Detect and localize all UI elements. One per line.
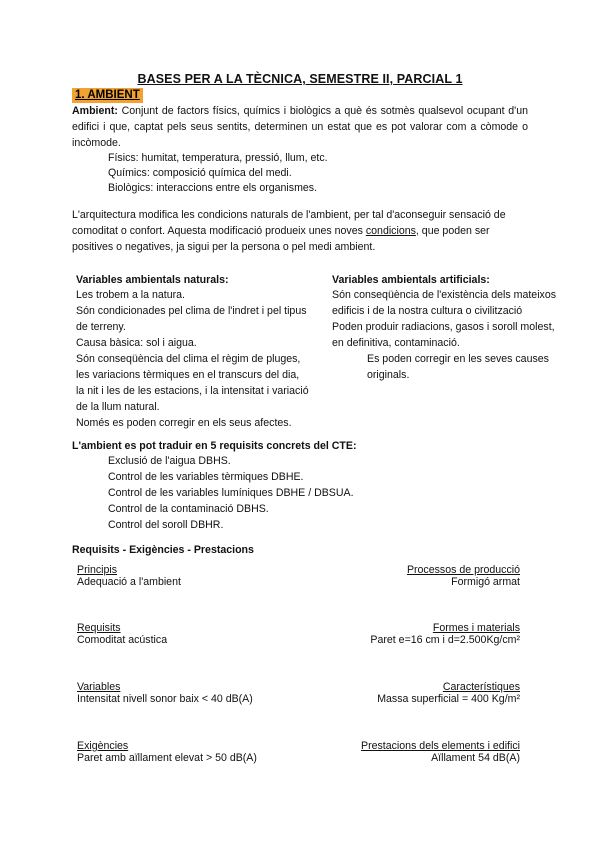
row-right-label: Formes i materials [432, 622, 520, 634]
requisits-heading: Requisits - Exigències - Prestacions [72, 544, 254, 556]
natural-line: Només es poden corregir en els seus afectes. [76, 417, 292, 429]
paragraph-text: , que poden ser [415, 225, 490, 237]
row-left-value: Comoditat acústica [77, 634, 168, 646]
row-left-value: Paret amb aïllament elevat > 50 dB(A) [77, 752, 257, 764]
cte-item: Control de la contaminació DBHS. [108, 503, 269, 515]
row-left-value: Adequació a l'ambient [77, 576, 181, 588]
artificial-variables-list [332, 287, 577, 383]
artificial-indented-line: originals. [367, 369, 410, 381]
natural-line: Causa bàsica: sol i aigua. [76, 337, 197, 349]
row-right-value: Massa superficial = 400 Kg/m² [377, 693, 520, 705]
cte-list [108, 453, 354, 533]
natural-line: Són conseqüència del clima el règim de pluges, [76, 353, 301, 365]
paragraph-line [72, 223, 528, 239]
condicions-link: condicions [365, 225, 416, 237]
cte-item: Exclusió de l'aigua DBHS. [108, 455, 231, 467]
factor-item: Biològics: interaccions entre els organismes. [108, 182, 318, 194]
natural-variables-heading: Variables ambientals naturals: [76, 274, 229, 286]
paragraph-text: comoditat o confort. Aquesta modificació produeix unes noves [72, 225, 366, 237]
natural-line: de la llum natural. [76, 401, 160, 413]
natural-variables-list [76, 287, 322, 431]
natural-line: de terreny. [76, 321, 126, 333]
cte-heading: L'ambient es pot traduir en 5 requisits concrets del CTE: [72, 440, 357, 452]
cte-item: Control del soroll DBHR. [108, 519, 224, 531]
ambient-definition-text: Conjunt de factors físics, químics i biològics a què és sotmès qualsevol ocupant d'un edifici i que, captat pels seus sentits, determinen un estat que es pot valorar com a còmode o incòmode. [72, 105, 528, 149]
artificial-line: Poden produir radiacions, gasos i soroll molest, [332, 321, 555, 333]
architecture-paragraph [72, 207, 528, 255]
document-title: BASES PER A LA TÈCNICA, SEMESTRE II, PARCIAL 1 [137, 72, 463, 86]
artificial-line: Són conseqüència de l'existència dels mateixos [332, 289, 557, 301]
row-left-value: Intensitat nivell sonor baix < 40 dB(A) [77, 693, 253, 705]
natural-line: Són condicionades pel clima de l'indret i pel tipus [76, 305, 307, 317]
row-right-value: Paret e=16 cm i d=2.500Kg/cm² [370, 634, 520, 646]
row-right-value: Formigó armat [451, 576, 520, 588]
row-left-label: Principis [77, 564, 118, 576]
artificial-line: edificis i de la nostra cultura o civilització [332, 305, 523, 317]
cte-item: Control de les variables lumíniques DBHE / DBSUA. [108, 487, 354, 499]
natural-line: la nit i les de les estacions, i la intensitat i variació [76, 385, 309, 397]
natural-line: les variacions tèrmiques en el transcurs del dia, [76, 369, 300, 381]
natural-line: Les trobem a la natura. [76, 289, 185, 301]
artificial-indented-line: Es poden corregir en les seves causes [367, 353, 549, 365]
ambient-definition [72, 103, 528, 151]
row-right-label: Processos de producció [406, 564, 520, 576]
factor-item: Físics: humitat, temperatura, pressió, llum, etc. [108, 152, 328, 164]
section-heading-ambient: 1. AMBIENT [72, 88, 143, 103]
artificial-variables-heading: Variables ambientals artificials: [332, 274, 490, 286]
row-left-label: Variables [77, 681, 121, 693]
row-right-label: Característiques [442, 681, 520, 693]
row-left-label: Requisits [77, 622, 121, 634]
row-right-label: Prestacions dels elements i edifici [361, 740, 520, 752]
factor-item: Químics: composició química del medi. [108, 167, 292, 179]
paragraph-line: positives o negatives, ja sigui per la persona o pel medi ambient. [72, 241, 376, 253]
ambient-term: Ambient: [72, 105, 118, 117]
artificial-line: en definitiva, contaminació. [332, 337, 460, 349]
row-right-value: Aïllament 54 dB(A) [431, 752, 520, 764]
paragraph-line: L'arquitectura modifica les condicions naturals de l'ambient, per tal d'aconseguir sensació de [72, 209, 506, 221]
cte-item: Control de les variables tèrmiques DBHE. [108, 471, 304, 483]
row-left-label: Exigències [77, 740, 129, 752]
